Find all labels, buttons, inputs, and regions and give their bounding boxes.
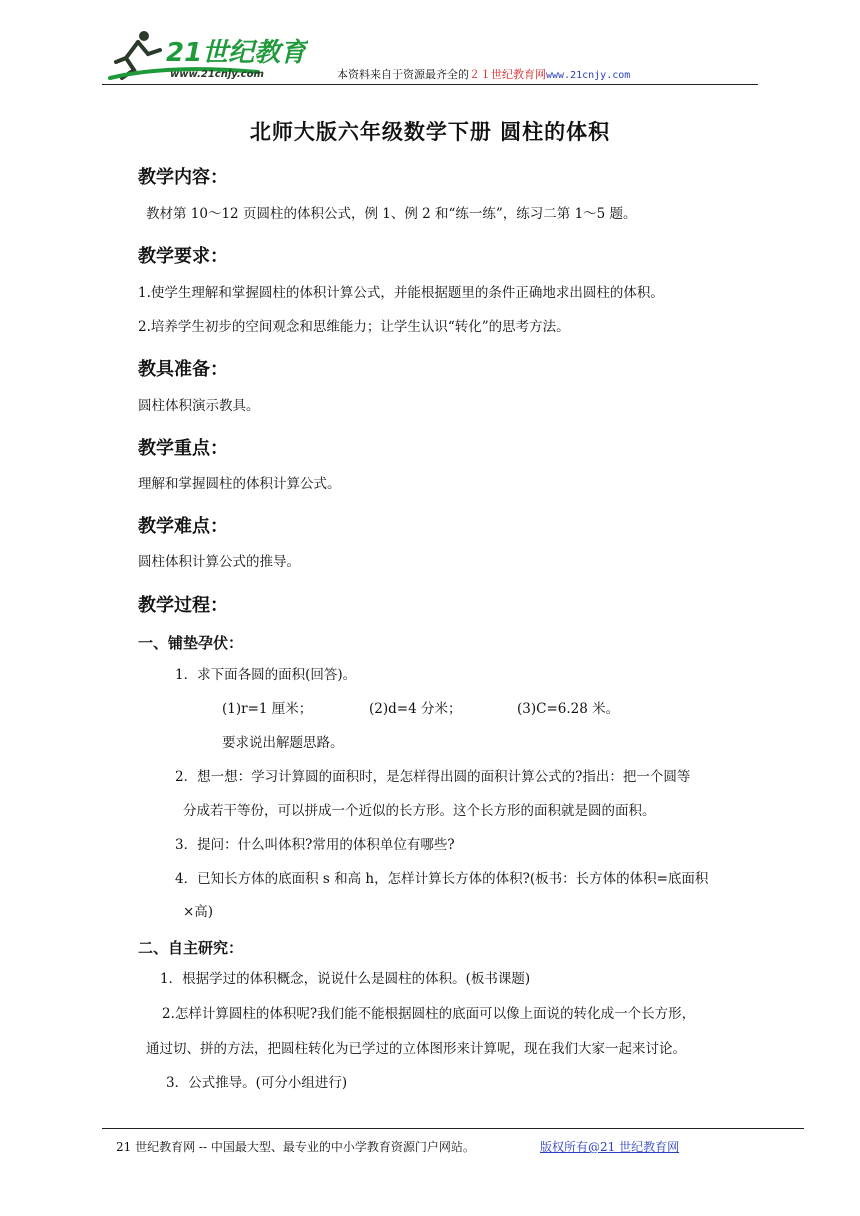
page-footer	[116, 1138, 680, 1155]
requirement-1: 1.使学生理解和掌握圆柱的体积计算公式，并能根据题里的条件正确地求出圆柱的体积。	[138, 285, 664, 301]
header-divider	[102, 84, 758, 85]
part2-item-1: 1．根据学过的体积概念，说说什么是圆柱的体积。(板书课题)	[160, 971, 531, 987]
heading-part-1: 一、铺垫孕伏：	[138, 634, 244, 652]
teaching-tools-text: 圆柱体积演示教具。	[138, 398, 260, 414]
part1-item-1c: (3)C=6.28 米。	[517, 701, 620, 717]
requirement-2: 2.培养学生初步的空间观念和思维能力；让学生认识“转化”的思考方法。	[138, 319, 570, 335]
part2-item-2-line2: 通过切、拼的方法，把圆柱转化为已学过的立体图形来计算呢，现在我们大家一起来讨论。	[146, 1041, 686, 1057]
header-source-note	[337, 66, 630, 82]
heading-teaching-content: 教学内容：	[138, 167, 228, 188]
difficult-points-text: 圆柱体积计算公式的推导。	[138, 554, 300, 570]
heading-difficult-points: 教学难点：	[138, 516, 228, 537]
heading-teaching-tools: 教具准备：	[138, 359, 228, 380]
part2-item-3: 3．公式推导。(可分小组进行)	[166, 1075, 348, 1091]
footer-copyright-link[interactable]: 版权所有@21 世纪教育网	[540, 1140, 680, 1154]
part1-item-1b: (2)d=4 分米；	[369, 701, 462, 717]
part1-item-3: 3．提问：什么叫体积?常用的体积单位有哪些?	[175, 837, 455, 853]
part1-item-2-line1: 2．想一想：学习计算圆的面积时，是怎样得出圆的面积计算公式的?指出：把一个圆等	[175, 769, 691, 785]
part1-item-4-line2: ×高)	[183, 904, 214, 920]
heading-key-points: 教学重点：	[138, 438, 228, 459]
logo-url: www.21cnjy.com	[170, 69, 264, 80]
teaching-content-text: 教材第 10～12 页圆柱的体积公式，例 1、例 2 和“练一练”，练习二第 1～5 题。	[146, 206, 637, 222]
key-points-text: 理解和掌握圆柱的体积计算公式。	[138, 476, 341, 492]
site-logo	[108, 28, 308, 84]
header-note-prefix: 本资料来自于资源最齐全的	[337, 68, 469, 81]
part1-item-2-line2: 分成若干等份，可以拼成一个近似的长方形。这个长方形的面积就是圆的面积。	[183, 803, 656, 819]
heading-teaching-process: 教学过程：	[138, 595, 228, 616]
heading-part-2: 二、自主研究：	[138, 939, 244, 957]
part1-item-1a: (1)r=1 厘米；	[222, 701, 313, 717]
footer-divider	[102, 1128, 804, 1129]
header-note-url[interactable]: www.21cnjy.com	[546, 70, 631, 81]
part1-item-4-line1: 4．已知长方体的底面积 s 和高 h，怎样计算长方体的体积?(板书：长方体的体积=底面积	[175, 871, 709, 887]
heading-teaching-requirements: 教学要求：	[138, 246, 228, 267]
logo-text: 21世纪教育	[166, 38, 307, 68]
document-title: 北师大版六年级数学下册 圆柱的体积	[249, 120, 611, 144]
part2-item-2-line1: 2.怎样计算圆柱的体积呢?我们能不能根据圆柱的底面可以像上面说的转化成一个长方形，	[162, 1006, 696, 1022]
part1-item-1: 1．求下面各圆的面积(回答)。	[175, 667, 357, 683]
part1-item-1-note: 要求说出解题思路。	[222, 735, 344, 751]
header-note-brand[interactable]: ２１世纪教育网	[469, 68, 546, 81]
footer-site-description: 21 世纪教育网 -- 中国最大型、最专业的中小学教育资源门户网站。	[116, 1140, 475, 1154]
page-header	[108, 28, 758, 86]
